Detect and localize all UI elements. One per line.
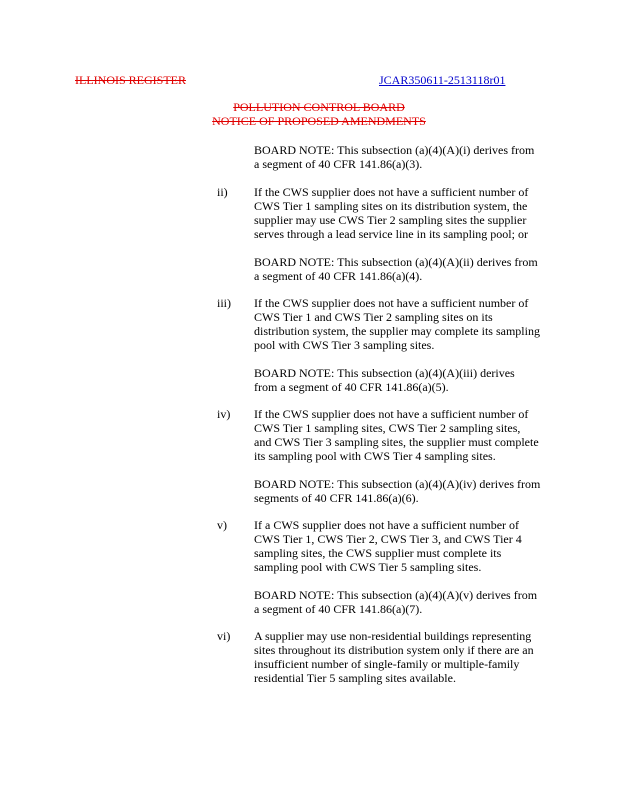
- board-note-iii: BOARD NOTE: This subsection (a)(4)(A)(iii) derives from a segment of 40 CFR 141.86(a)(5).: [254, 366, 515, 394]
- paragraph-v: If a CWS supplier does not have a sufficient number of CWS Tier 1, CWS Tier 2, CWS Tier 3, and CWS Tier 4 sampling sites, the CWS supplier must complete its sampling pool with CWS Tier 5 sampling sites.: [254, 518, 522, 574]
- item-marker-iii: iii): [217, 296, 231, 310]
- item-marker-ii: ii): [217, 185, 228, 199]
- board-note-ii: BOARD NOTE: This subsection (a)(4)(A)(ii) derives from a segment of 40 CFR 141.86(a)(4).: [254, 255, 538, 283]
- paragraph-iii: If the CWS supplier does not have a sufficient number of CWS Tier 1 and CWS Tier 2 sampling sites on its distribution system, the supplier may complete its sampling pool with CWS Tier 3 sampling sites.: [254, 296, 540, 352]
- item-marker-v: v): [217, 518, 227, 532]
- item-marker-iv: iv): [217, 407, 231, 421]
- board-note-v: BOARD NOTE: This subsection (a)(4)(A)(v) derives from a segment of 40 CFR 141.86(a)(7).: [254, 588, 538, 616]
- illinois-register-header: ILLINOIS REGISTER: [75, 73, 186, 87]
- paragraph-ii: If the CWS supplier does not have a sufficient number of CWS Tier 1 sampling sites on its distribution system, the supplier may use CWS Tier 2 sampling sites the supplier serves through a lead service line in its sampling pool; or: [254, 185, 529, 241]
- board-note-iv: BOARD NOTE: This subsection (a)(4)(A)(iv) derives from segments of 40 CFR 141.86(a)(6).: [254, 477, 541, 505]
- paragraph-iv: If the CWS supplier does not have a sufficient number of CWS Tier 1 sampling sites, CWS Tier 2 sampling sites, and CWS Tier 3 sampling sites, the supplier must complete its sampling pool with CWS Tier 4 sampling sites.: [254, 407, 539, 463]
- board-name-header: POLLUTION CONTROL BOARD: [233, 100, 405, 114]
- jcar-reference: JCAR350611-2513118r01: [379, 73, 506, 87]
- item-marker-vi: vi): [217, 629, 231, 643]
- paragraph-vi: A supplier may use non-residential buildings representing sites throughout its distribution system only if there are an insufficient number of single-family or multiple-family residential Tier 5 sampling sites available.: [254, 629, 534, 685]
- notice-header: NOTICE OF PROPOSED AMENDMENTS: [212, 114, 426, 128]
- board-note-i: BOARD NOTE: This subsection (a)(4)(A)(i) derives from a segment of 40 CFR 141.86(a)(3).: [254, 143, 535, 171]
